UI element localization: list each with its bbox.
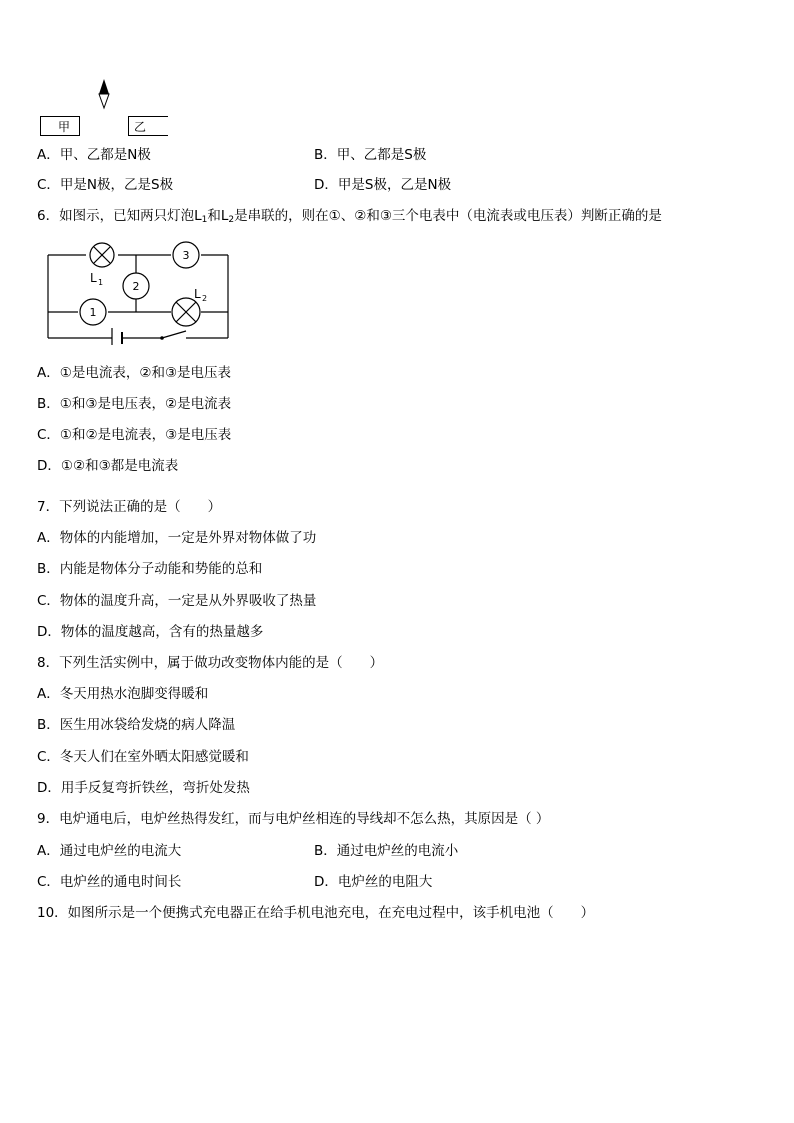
q9-option-a: A．通过电炉丝的电流大 xyxy=(37,843,182,859)
magnet-left-label: 甲 xyxy=(58,120,71,134)
lamp-l2 xyxy=(172,298,200,326)
q9-option-d: D．电炉丝的电阻大 xyxy=(314,874,433,890)
lamp-l1-label: L xyxy=(90,271,97,285)
lamp-l2-subscript: 2 xyxy=(202,294,208,303)
meter-1-label: 1 xyxy=(89,306,97,319)
lamp-l1 xyxy=(90,243,114,267)
q8-option-d: D．用手反复弯折铁丝，弯折处发热 xyxy=(37,780,250,796)
q7-stem: 7．下列说法正确的是（ ） xyxy=(37,499,222,515)
magnet-right xyxy=(128,116,168,136)
q6-option-c: C．①和②是电流表，③是电压表 xyxy=(37,427,232,443)
q5-option-d: D．甲是S极，乙是N极 xyxy=(314,177,452,193)
q7-option-b: B．内能是物体分子动能和势能的总和 xyxy=(37,561,263,577)
meter-3-label: 3 xyxy=(182,249,190,262)
q7-option-d: D．物体的温度越高，含有的热量越多 xyxy=(37,624,264,640)
q10-stem: 10．如图所示是一个便携式充电器正在给手机电池充电，在充电过程中，该手机电池（ ） xyxy=(37,905,595,921)
q5-option-b: B．甲、乙都是S极 xyxy=(314,147,427,163)
q6-option-d: D．①②和③都是电流表 xyxy=(37,458,179,474)
q9-option-b: B．通过电炉丝的电流小 xyxy=(314,843,459,859)
magnet-left xyxy=(40,116,80,136)
q6-option-b: B．①和③是电压表，②是电流表 xyxy=(37,396,232,412)
magnet-right-label: 乙 xyxy=(134,120,147,134)
compass-needle-figure xyxy=(95,78,113,110)
lamp-l1-subscript: 1 xyxy=(98,278,104,287)
q5-option-a: A．甲、乙都是N极 xyxy=(37,147,151,163)
q8-option-b: B．医生用冰袋给发烧的病人降温 xyxy=(37,717,236,733)
switch-contact xyxy=(160,336,164,340)
compass-needle-south xyxy=(99,94,109,108)
q9-option-c: C．电炉丝的通电时间长 xyxy=(37,874,182,890)
q6-stem: 6．如图示，已知两只灯泡$L_1$和$L_2$是串联的，则在①、②和③三个电表中（电流表或电压表）判断正确的是 xyxy=(37,208,662,225)
q5-option-c: C．甲是N极，乙是S极 xyxy=(37,177,174,193)
q9-stem: 9．电炉通电后，电炉丝热得发红，而与电炉丝相连的导线却不怎么热，其原因是（ ） xyxy=(37,811,550,827)
meter-2-label: 2 xyxy=(132,280,140,293)
compass-needle-north xyxy=(99,79,109,94)
q8-option-c: C．冬天人们在室外晒太阳感觉暖和 xyxy=(37,749,249,765)
q8-stem: 8．下列生活实例中，属于做功改变物体内能的是（ ） xyxy=(37,655,384,671)
circuit-diagram xyxy=(44,240,234,345)
q7-option-c: C．物体的温度升高，一定是从外界吸收了热量 xyxy=(37,593,317,609)
q7-option-a: A．物体的内能增加，一定是外界对物体做了功 xyxy=(37,530,317,546)
q6-option-a: A．①是电流表，②和③是电压表 xyxy=(37,365,232,381)
q8-option-a: A．冬天用热水泡脚变得暖和 xyxy=(37,686,209,702)
lamp-l2-label: L xyxy=(194,287,201,301)
